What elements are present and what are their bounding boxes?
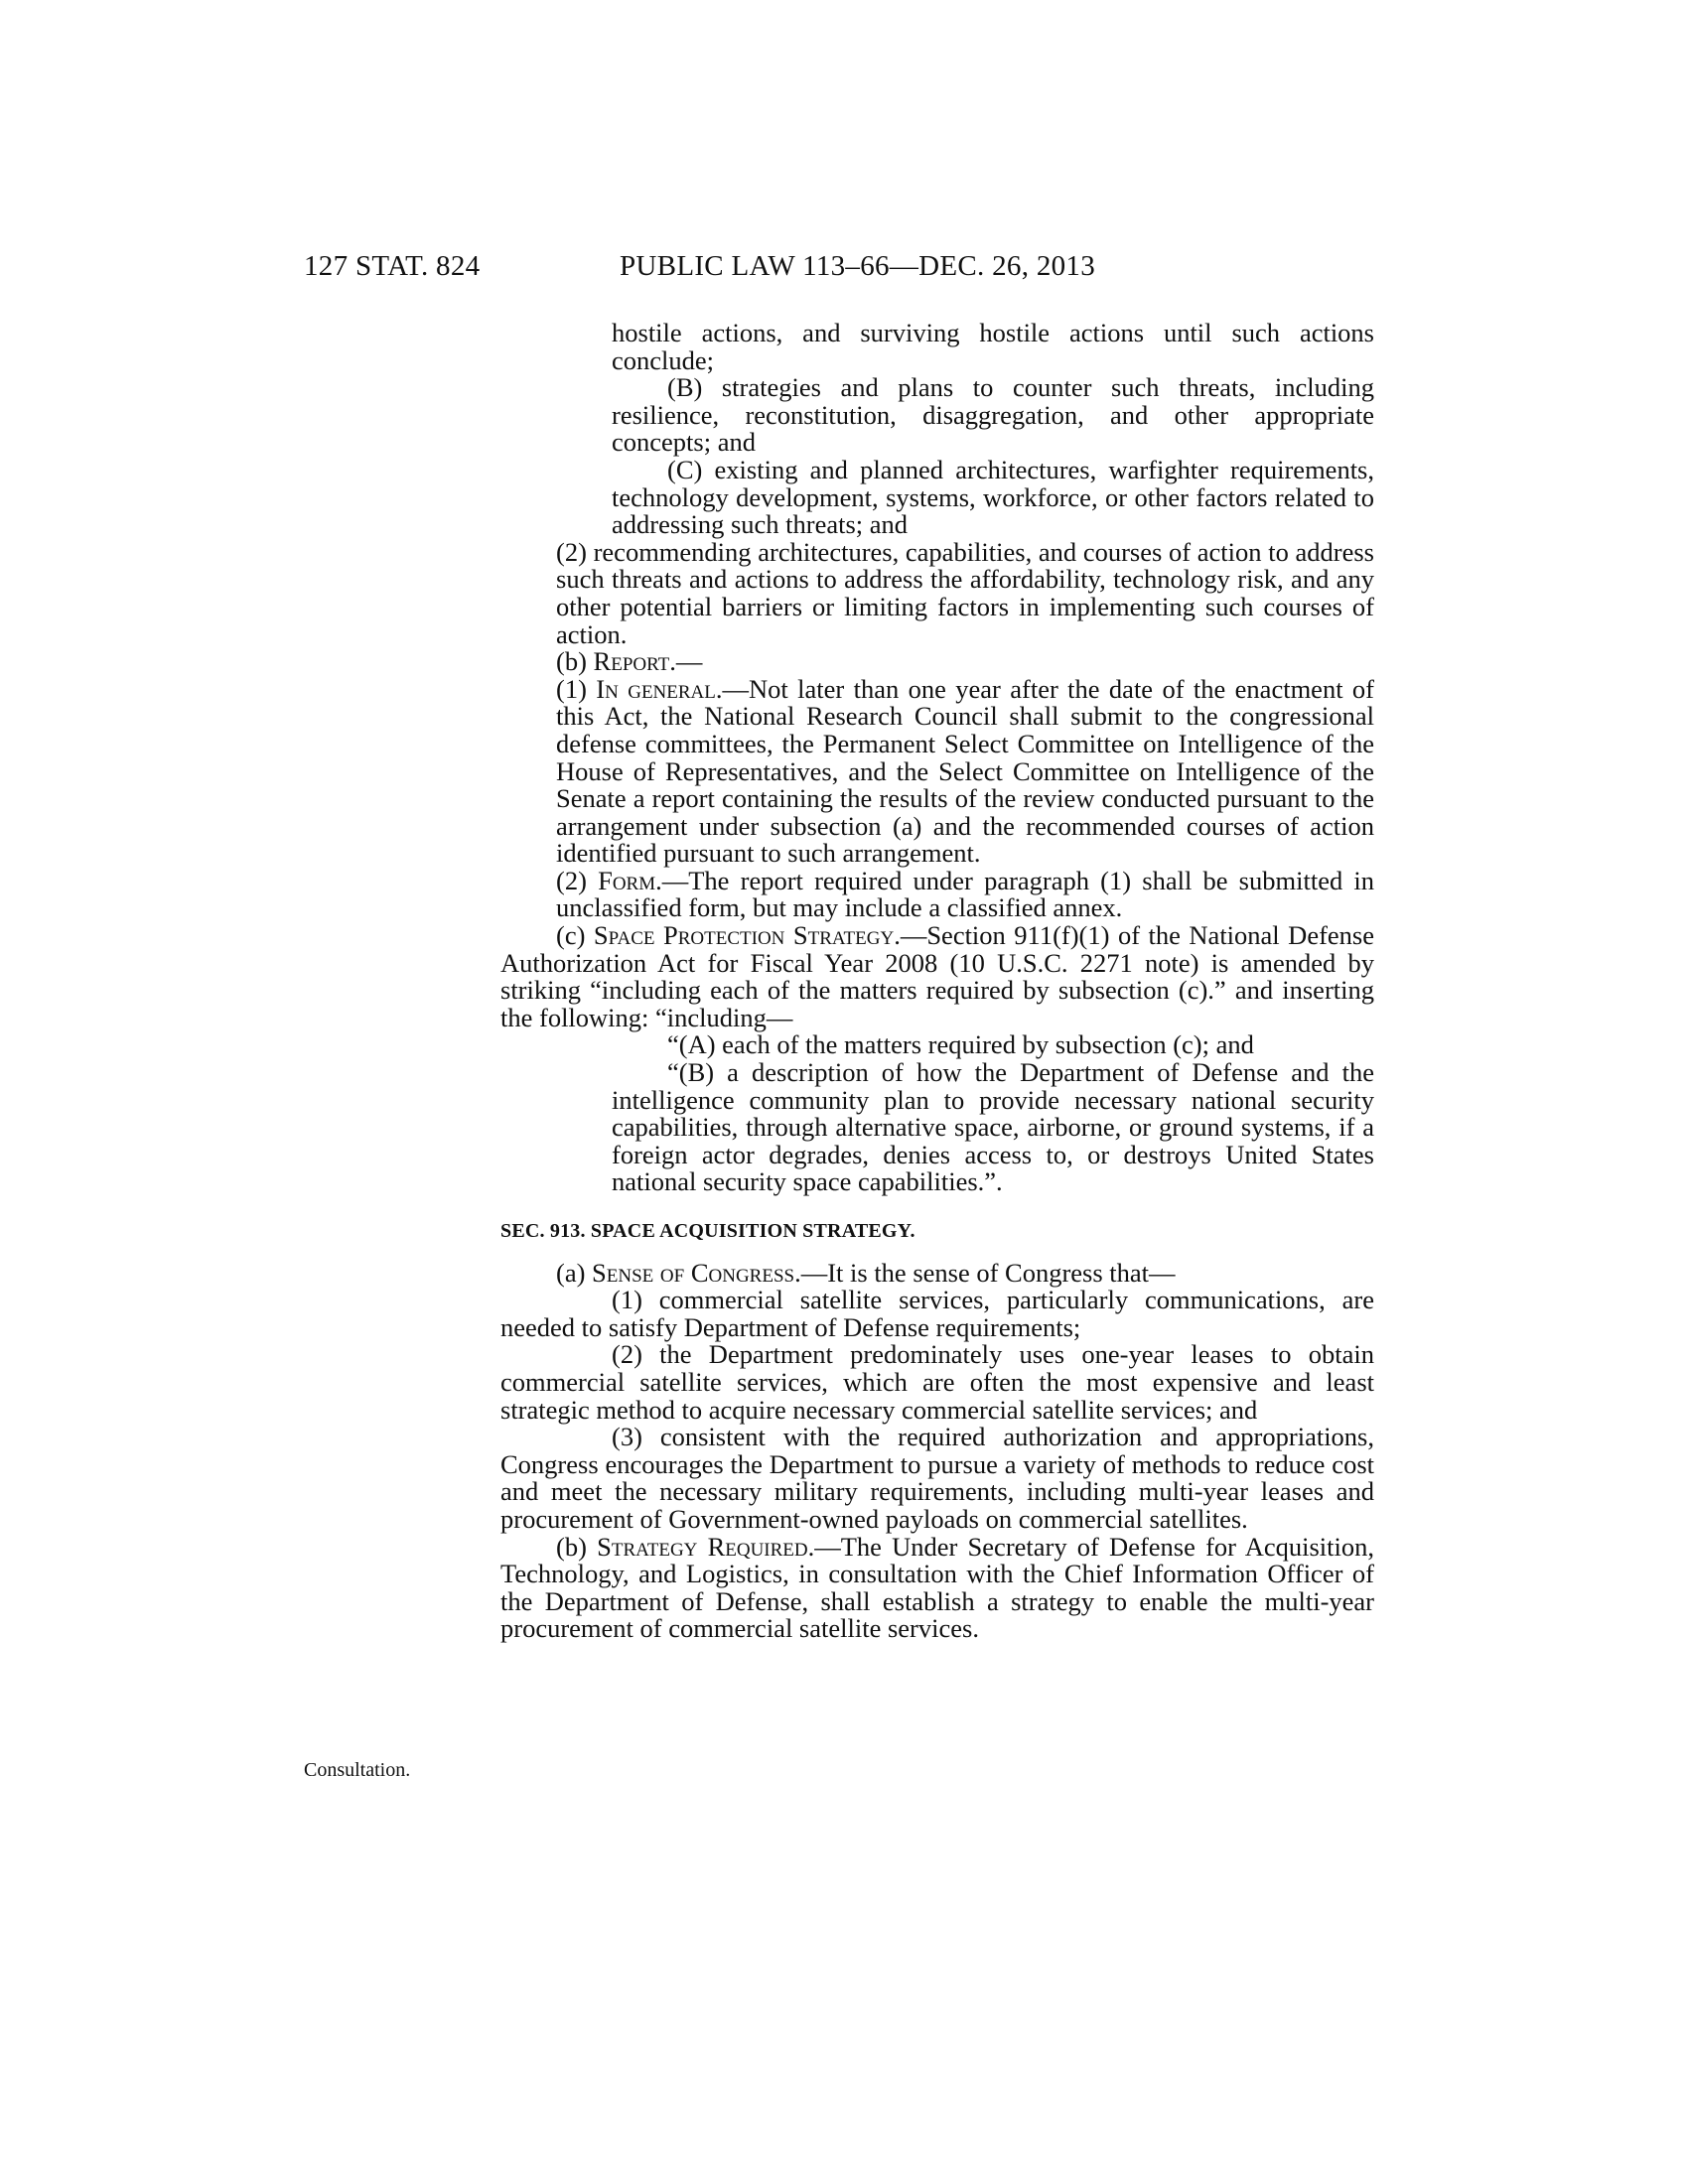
paragraph-prefix: (2) bbox=[556, 865, 599, 895]
paragraph-a3: (3) consistent with the required authorization and appropriations, Congress encourages the Department to pursue a variety of methods to reduce cost and meet the necessary military requirements, including multi-year leases and procurement of Government-owned payloads on commercial satellites. bbox=[500, 1422, 1374, 1534]
subsection-b-strategy bbox=[500, 1531, 1374, 1644]
paragraph-title: In general bbox=[596, 673, 716, 704]
paragraph-text: .—Not later than one year after the date of the enactment of this Act, the National Research Council shall submit to the congressional defense committees, the Permanent Select Committee on Intelligence of the House of Representatives, and the Select Committee on Intelligence of the Senate a report containing the results of the review conducted pursuant to the arrangement under subsection (a) and the recommended courses of action identified pursuant to such arrangement. bbox=[556, 673, 1375, 869]
margin-note: Consultation. bbox=[304, 1759, 411, 1781]
statute-body bbox=[500, 320, 1374, 1643]
paragraph-text: .—The report required under paragraph (1) shall be submitted in unclassified form, but may include a classified annex. bbox=[556, 865, 1374, 923]
paragraph-b2 bbox=[500, 865, 1374, 923]
subsection-text: .—Section 911(f)(1) of the National Defense Authorization Act for Fiscal Year 2008 (10 U.S.C. 2271 note) is amended by striking “including each of the matters required by subsection (c).” and inserting the following: “including— bbox=[500, 920, 1374, 1032]
subsection-b-heading bbox=[500, 648, 1374, 676]
paragraph-title: Form bbox=[598, 865, 656, 895]
stat-page-number: 127 STAT. 824 bbox=[304, 250, 481, 282]
subparagraph-c: (C) existing and planned architectures, warfighter requirements, technology development, systems, workforce, or other factors related to addressing such threats; and bbox=[612, 454, 1374, 540]
subsection-prefix: (b) bbox=[556, 1531, 598, 1562]
subsection-text: .—It is the sense of Congress that— bbox=[794, 1257, 1176, 1288]
section-heading: SEC. 913. SPACE ACQUISITION STRATEGY. bbox=[500, 1220, 915, 1242]
paragraph-b1 bbox=[500, 673, 1375, 869]
subsection-prefix: (a) bbox=[556, 1257, 593, 1288]
quoted-subparagraph-b: “(B) a description of how the Department of Defense and the intelligence community plan to provide necessary national security capabilities, through alternative space, airborne, or ground systems, if a foreign actor degrades, denies access to, or destroys United States national security space capabilities.”. bbox=[612, 1057, 1374, 1197]
paragraph-a1: (1) commercial satellite services, particularly communications, are needed to satisfy Department of Defense requirements; bbox=[500, 1285, 1374, 1342]
running-header: PUBLIC LAW 113–66—DEC. 26, 2013 bbox=[620, 250, 1096, 282]
subsection-text: .—The Under Secretary of Defense for Acquisition, Technology, and Logistics, in consultation with the Chief Information Officer of the Department of Defense, shall establish a strategy to enable the multi-year procurement of commercial satellite services. bbox=[500, 1531, 1374, 1644]
subsection-c bbox=[500, 922, 1374, 1031]
paragraph-prefix: (1) bbox=[556, 673, 597, 704]
subsection-prefix: (b) bbox=[556, 646, 594, 677]
paragraph-2: (2) recommending architectures, capabilities, and courses of action to address such threats and actions to address the affordability, technology risk, and any other potential barriers or limiting factors in implementing such courses of action. bbox=[556, 536, 1374, 649]
subsection-prefix: (c) bbox=[556, 920, 594, 951]
subparagraph-b: (B) strategies and plans to counter such threats, including resilience, reconstitution, disaggregation, and other appropriate concepts; and bbox=[612, 372, 1374, 458]
paragraph-continuation: hostile actions, and surviving hostile actions until such actions conclude; bbox=[612, 318, 1374, 375]
subsection-title: Space Protection Strategy bbox=[593, 920, 895, 951]
subsection-title: Strategy Required bbox=[597, 1531, 808, 1562]
quoted-subparagraph-a: “(A) each of the matters required by subsection (c); and bbox=[667, 1029, 1254, 1060]
paragraph-a2: (2) the Department predominately uses one-year leases to obtain commercial satellite services, which are often the most expensive and least strategic method to acquire necessary commercial satellite services; and bbox=[500, 1339, 1374, 1425]
subsection-title: Sense of Congress bbox=[592, 1257, 795, 1288]
subsection-title: Report bbox=[593, 646, 670, 677]
subsection-suffix: .— bbox=[669, 646, 703, 677]
subsection-a bbox=[500, 1257, 1374, 1288]
